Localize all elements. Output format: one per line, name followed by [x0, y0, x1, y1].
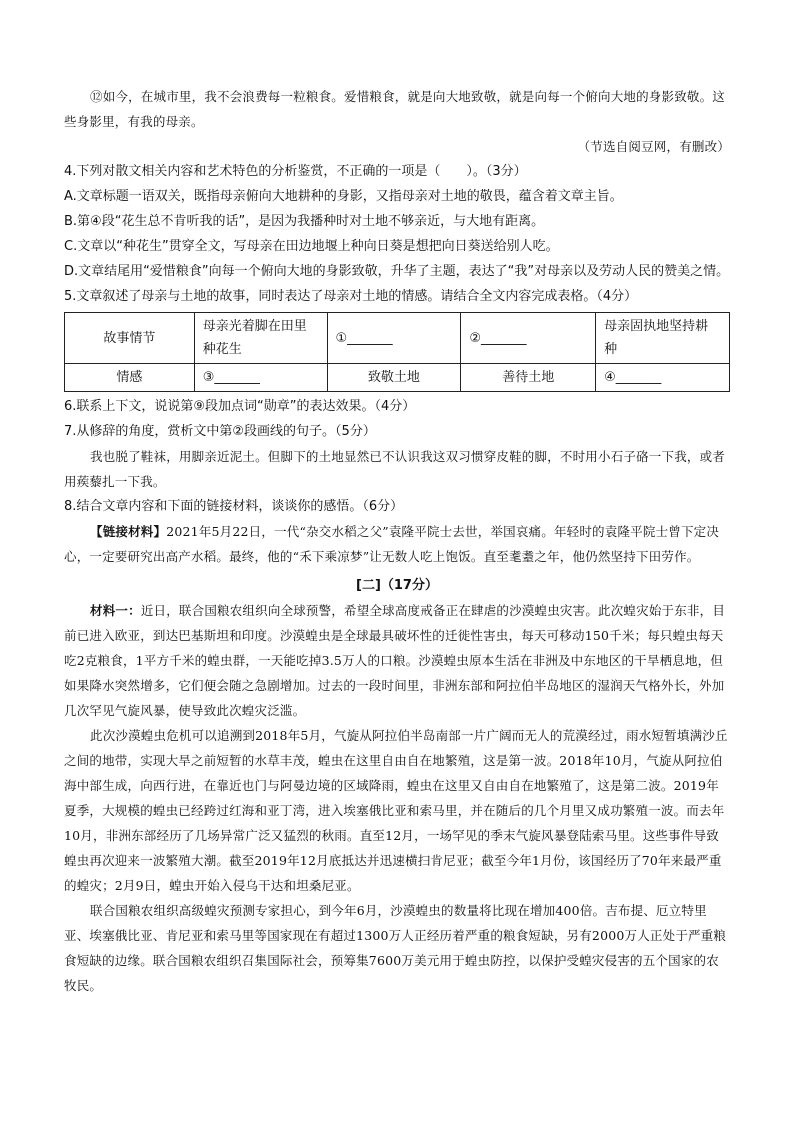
option-d: D.文章结尾用“爱惜粮食”向每一个俯向大地的身影致敬，升华了主题，表达了“我”对母亲以及劳动人民的赞美之情。 — [64, 264, 730, 279]
table-cell: ①_______ — [327, 313, 461, 364]
table-cell: 情感 — [65, 364, 195, 392]
table-row — [65, 313, 730, 364]
material-1-para-3: 联合国粮农组织高级蝗灾预测专家担心，到今年6月，沙漠蝗虫的数量将比现在增加400倍。吉布提、厄立特里亚、埃塞俄比亚、肯尼亚和索马里等国家现在有超过1300万人正经历着严重的粮食短缺，另有2000万人正处于严重粮食短缺的边缘。联合国粮农组织召集国际社会，预筹集7600万美元用于蝗虫防控，以保护受蝗灾侵害的五个国家的农牧民。 — [64, 903, 727, 993]
table-cell: 母亲光着脚在田里种花生 — [194, 313, 327, 364]
link-material-label: 【链接材料】 — [90, 524, 167, 539]
table-cell: 母亲固执地坚持耕种 — [596, 313, 730, 364]
table-cell: ③_______ — [194, 364, 327, 392]
question-4-stem: 4.下列对散文相关内容和艺术特色的分析鉴赏，不正确的一项是（ ）。（3分） — [64, 164, 527, 179]
table-cell: 善待土地 — [461, 364, 596, 392]
link-material-text: 2021年5月22日，一代“杂交水稻之父”袁隆平院士去世，举国哀痛。年轻时的袁隆平院士曾下定决心，一定要研究出高产水稻。最终，他的“禾下乘凉梦”让无数人吃上饱饭。直至耄耋之年，他仍然坚持下田劳作。 — [64, 524, 720, 564]
answer-table — [64, 312, 730, 392]
question-8-stem: 8.结合文章内容和下面的链接材料，谈谈你的感悟。（6分） — [64, 499, 404, 514]
section-2-title: [二]（17分） — [356, 578, 438, 593]
source-note: （节选自阅豆网，有删改） — [577, 139, 730, 154]
material-1-para-1 — [64, 598, 730, 723]
document-page — [64, 84, 730, 998]
question-5-stem: 5.文章叙述了母亲与土地的故事，同时表达了母亲对土地的情感。请结合全文内容完成表格。（4分） — [64, 289, 638, 304]
question-7-stem: 7.从修辞的角度，赏析文中第②段画线的句子。（5分） — [64, 424, 376, 439]
table-row — [65, 364, 730, 392]
material-1-label: 材料一： — [90, 603, 141, 618]
table-cell: ④_______ — [596, 364, 730, 392]
table-cell: 故事情节 — [65, 313, 195, 364]
option-b: B.第④段“花生总不肯听我的话”，是因为我播种时对土地不够亲近，与大地有距离。 — [64, 214, 545, 229]
link-material — [64, 519, 730, 569]
material-1-text: 近日，联合国粮农组织向全球预警，希望全球高度戒备正在肆虐的沙漠蝗虫灾害。此次蝗灾始于东非，目前已进入欧亚，到达巴基斯坦和印度。沙漠蝗虫是全球最具破坏性的迁徙性害虫，每天可移动150千米；每只蝗虫每天吃2克粮食，1平方千米的蝗虫群，一天能吃掉3.5万人的口粮。沙漠蝗虫原本生活在非洲及中东地区的干旱栖息地，但如果降水突然增多，它们便会随之急剧增加。过去的一段时间里，非洲东部和阿拉伯半岛地区的湿润天气格外长，外加几次罕见气旋风暴，使导致此次蝗灾泛滥。 — [64, 603, 726, 718]
question-7-quote: 我也脱了鞋袜，用脚亲近泥土。但脚下的土地显然已不认识我这双习惯穿皮鞋的脚，不时用小石子硌一下我，或者用蒺藜扎一下我。 — [64, 449, 726, 489]
option-a: A.文章标题一语双关，既指母亲俯向大地耕种的身影，又指母亲对土地的敬畏，蕴含着文章主旨。 — [64, 189, 623, 204]
question-6-stem: 6.联系上下文，说说第⑨段加点词“勋章”的表达效果。（4分） — [64, 399, 416, 414]
paragraph-12: ⑫如今，在城市里，我不会浪费每一粒粮食。爱惜粮食，就是向大地致敬，就是向每一个俯向大地的身影致敬。这些身影里，有我的母亲。 — [64, 89, 726, 129]
option-c: C.文章以“种花生”贯穿全文，写母亲在田边地堰上种向日葵是想把向日葵送给别人吃。 — [64, 239, 559, 254]
table-cell: 致敬土地 — [327, 364, 461, 392]
table-cell: ②_______ — [461, 313, 596, 364]
material-1-para-2: 此次沙漠蝗虫危机可以追溯到2018年5月，气旋从阿拉伯半岛南部一片广阔而无人的荒漠经过，雨水短暂填满沙丘之间的地带，实现大旱之前短暂的水草丰茂，蝗虫在这里自由自在地繁殖，这是第一波。2018年10月，气旋从阿拉伯海中部生成，向西行进，在靠近也门与阿曼边境的区域降雨，蝗虫在这里又自由自在地繁殖了，这是第二波。2019年夏季，大规模的蝗虫已经跨过红海和亚丁湾，进入埃塞俄比亚和索马里，并在随后的几个月里又成功繁殖一波。而去年10月，非洲东部经历了几场异常广泛又猛烈的秋雨。直至12月，一场罕见的季末气旋风暴登陆索马里。这些事件导致蝗虫再次迎来一波繁殖大潮。截至2019年12月底抵达并迅速横扫肯尼亚；截至今年1月份，该国经历了70年来最严重的蝗灾；2月9日，蝗虫开始入侵乌干达和坦桑尼亚。 — [64, 728, 728, 893]
